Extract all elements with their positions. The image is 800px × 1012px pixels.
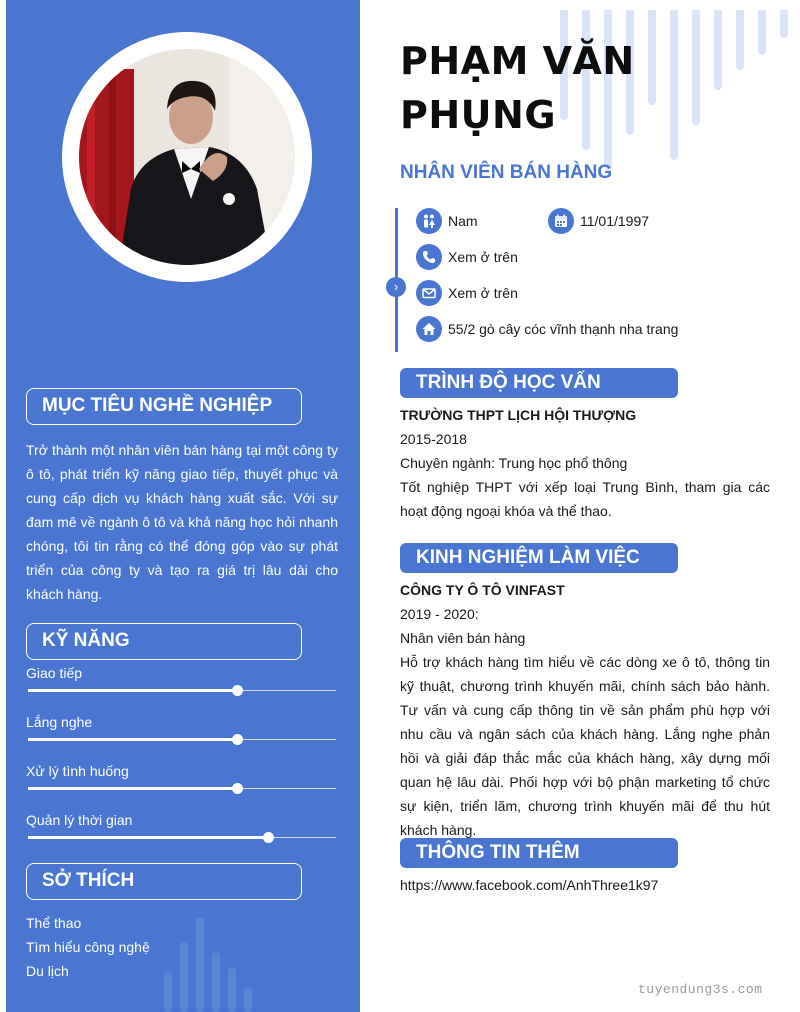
objective-text: Trở thành một nhân viên bán hàng tại một công ty ô tô, phát triển kỹ năng giao tiếp, thuyết phục và cung cấp dịch vụ khách hàng xuất sắc. Với sự đam mê về ngành ô tô và khả năng học hỏi nhanh chóng, tôi tin rằng có thể đóng góp vào sự phát triển của công ty và tạo ra giá trị lâu dài cho khách hàng. [26, 442, 338, 602]
avatar [79, 49, 295, 265]
calendar-icon [548, 208, 574, 234]
school-name: TRƯỜNG THPT LỊCH HỘI THƯỢNG [400, 407, 637, 423]
skill-item [26, 713, 336, 753]
home-icon [416, 316, 442, 342]
experience-position: Nhân viên bán hàng [400, 630, 526, 646]
email-icon [416, 280, 442, 306]
contact-gender [416, 208, 478, 234]
hobby-item: Du lịch [26, 963, 69, 979]
education-description: Tốt nghiệp THPT với xếp loại Trung Bình, tham gia các hoạt động ngoại khóa và thể thao. [400, 479, 770, 519]
skill-label: Quản lý thời gian [26, 812, 133, 828]
education-years: 2015-2018 [400, 431, 467, 447]
company-name: CÔNG TY Ô TÔ VINFAST [400, 582, 565, 598]
contact-address [416, 316, 678, 342]
skill-knob [263, 832, 274, 843]
contact-email [416, 280, 518, 306]
skill-fill [28, 689, 237, 692]
chevron-right-icon[interactable]: › [386, 277, 406, 297]
skill-item [26, 664, 336, 704]
experience-heading: KINH NGHIỆM LÀM VIỆC [400, 543, 678, 573]
job-title: NHÂN VIÊN BÁN HÀNG [400, 162, 613, 183]
skill-label: Giao tiếp [26, 665, 83, 681]
experience-years: 2019 - 2020: [400, 606, 479, 622]
profile-photo [79, 49, 295, 265]
address-value: 55/2 gò cây cóc vĩnh thạnh nha trang [448, 321, 679, 337]
experience-description: Hỗ trợ khách hàng tìm hiểu về các dòng xe ô tô, thông tin kỹ thuật, chương trình khuyến mãi, chính sách bảo hành. Tư vấn và cung cấp thông tin về sản phẩm phù hợp với nhu cầu và ngân sách của khách hàng. Lắng nghe phản hồi và giải đáp thắc mắc của khách hàng, xây dựng mối quan hệ lâu dài. Phối hợp với bộ phận marketing tổ chức sự kiện, triển lãm, chương trình khuyến mãi để thu hút khách hàng. [400, 654, 770, 838]
phone-value: Xem ở trên [448, 249, 518, 265]
skill-label: Lắng nghe [26, 714, 93, 730]
skills-heading: KỸ NĂNG [26, 623, 302, 660]
birthday-value: 11/01/1997 [580, 213, 650, 229]
skill-fill [28, 787, 237, 790]
sidebar-decoration [156, 900, 266, 1012]
hobbies-heading: SỞ THÍCH [26, 863, 302, 900]
skill-slider [28, 690, 336, 691]
skill-knob [232, 783, 243, 794]
skill-slider [28, 739, 336, 740]
additional-body [400, 873, 770, 897]
skill-item [26, 762, 336, 802]
education-heading: TRÌNH ĐỘ HỌC VẤN [400, 368, 678, 398]
sidebar [6, 0, 360, 1012]
hobby-item: Thể thao [26, 915, 82, 931]
phone-icon [416, 244, 442, 270]
gender-icon [416, 208, 442, 234]
hobby-item: Tìm hiểu công nghệ [26, 939, 150, 955]
skill-fill [28, 738, 237, 741]
additional-heading: THÔNG TIN THÊM [400, 838, 678, 868]
email-value: Xem ở trên [448, 285, 518, 301]
facebook-link[interactable]: https://www.facebook.com/AnhThree1k97 [400, 877, 659, 893]
skill-slider [28, 837, 336, 838]
skill-slider [28, 788, 336, 789]
contact-birthday [548, 208, 649, 234]
avatar-frame [62, 32, 312, 282]
skill-fill [28, 836, 268, 839]
education-body [400, 403, 770, 523]
gender-value: Nam [448, 213, 478, 229]
education-major: Chuyên ngành: Trung học phổ thông [400, 455, 628, 471]
watermark: tuyendung3s.com [638, 982, 763, 997]
skill-label: Xử lý tình huống [26, 763, 129, 779]
contact-phone [416, 244, 518, 270]
skill-knob [232, 734, 243, 745]
skill-knob [232, 685, 243, 696]
objective-heading: MỤC TIÊU NGHỀ NGHIỆP [26, 388, 302, 425]
skill-item [26, 811, 336, 851]
experience-body [400, 578, 770, 842]
candidate-name: PHẠM VĂN PHỤNG [400, 39, 635, 137]
